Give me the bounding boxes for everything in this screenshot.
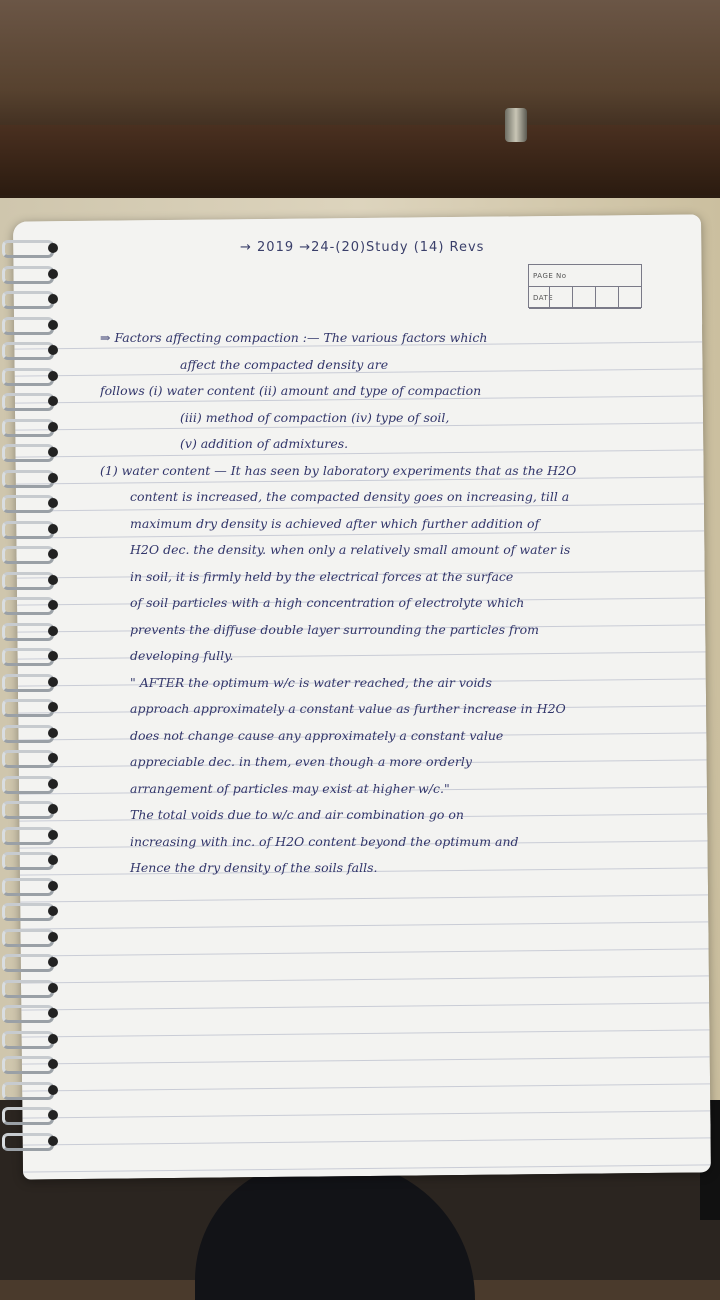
page-no-label: PAGE No — [529, 265, 641, 287]
spiral-ring — [2, 1005, 54, 1023]
note-line: of soil particles with a high concentration of electrolyte which — [130, 595, 525, 610]
spiral-ring — [2, 623, 54, 641]
spiral-ring — [2, 750, 54, 768]
note-line: (v) addition of admixtures. — [180, 436, 349, 451]
spiral-ring — [2, 980, 54, 998]
punch-hole — [48, 932, 58, 942]
note-line: (iii) method of compaction (iv) type of soil, — [180, 409, 450, 425]
spiral-ring — [2, 852, 54, 870]
punch-hole — [48, 753, 58, 763]
note-line: developing fully. — [130, 648, 234, 663]
note-line: maximum dry density is achieved after which further addition of — [130, 515, 540, 531]
punch-hole — [48, 320, 58, 330]
punch-hole — [48, 294, 58, 304]
punch-hole — [48, 855, 58, 865]
spiral-ring — [2, 546, 54, 564]
note-line: (1) water content — It has seen by laboratory experiments that as the H2O — [100, 462, 577, 478]
punch-hole — [48, 498, 58, 508]
spiral-ring — [2, 903, 54, 921]
spiral-ring — [2, 393, 54, 411]
punch-hole — [48, 371, 58, 381]
spiral-ring — [2, 827, 54, 845]
punch-hole — [48, 830, 58, 840]
punch-hole — [48, 345, 58, 355]
note-line: Hence the dry density of the soils falls. — [130, 860, 378, 875]
spiral-ring — [2, 776, 54, 794]
punch-hole — [48, 957, 58, 967]
spiral-ring — [2, 1082, 54, 1100]
spiral-ring — [2, 444, 54, 462]
punch-hole — [48, 575, 58, 585]
spiral-ring — [2, 674, 54, 692]
spiral-ring — [2, 878, 54, 896]
spiral-ring — [2, 368, 54, 386]
spiral-ring — [2, 317, 54, 335]
punch-hole — [48, 1136, 58, 1146]
spiral-ring — [2, 470, 54, 488]
spiral-ring — [2, 929, 54, 947]
punch-hole — [48, 600, 58, 610]
punch-hole — [48, 524, 58, 534]
spiral-ring — [2, 495, 54, 513]
note-line: H2O dec. the density. when only a relatively small amount of water is — [130, 542, 571, 557]
note-line: appreciable dec. in them, even though a more orderly — [130, 754, 472, 769]
spiral-ring — [2, 699, 54, 717]
spiral-ring — [2, 648, 54, 666]
spiral-ring — [2, 597, 54, 615]
date-label: DATE — [529, 287, 641, 309]
punch-hole — [48, 677, 58, 687]
note-line: follows (i) water content (ii) amount and type of compaction — [100, 383, 482, 398]
note-line: content is increased, the compacted density goes on increasing, till a — [130, 489, 570, 504]
note-line: " AFTER the optimum w/c is water reached, the air voids — [130, 674, 492, 690]
punch-hole — [48, 779, 58, 789]
punch-hole — [48, 422, 58, 432]
spiral-ring — [2, 266, 54, 284]
punch-hole — [48, 1085, 58, 1095]
punch-hole — [48, 1059, 58, 1069]
spiral-ring — [2, 342, 54, 360]
spiral-ring — [2, 1107, 54, 1125]
spiral-ring — [2, 1133, 54, 1151]
date-cells — [549, 286, 641, 307]
punch-hole — [48, 702, 58, 712]
spiral-ring — [2, 419, 54, 437]
note-line: approach approximately a constant value as further increase in H2O — [130, 701, 566, 716]
spiral-ring — [2, 801, 54, 819]
spiral-ring — [2, 521, 54, 539]
punch-hole — [48, 651, 58, 661]
punch-hole — [48, 396, 58, 406]
spiral-ring — [2, 240, 54, 258]
spiral-ring — [2, 1056, 54, 1074]
note-line: The total voids due to w/c and air combination go on — [130, 807, 464, 822]
punch-hole — [48, 728, 58, 738]
punch-hole — [48, 881, 58, 891]
punch-hole — [48, 1008, 58, 1018]
shelf-edge — [0, 125, 720, 195]
punch-hole — [48, 473, 58, 483]
spiral-ring — [2, 954, 54, 972]
note-line: arrangement of particles may exist at higher w/c." — [130, 780, 450, 796]
spiral-ring — [2, 1031, 54, 1049]
punch-hole — [48, 549, 58, 559]
spiral-binding — [0, 240, 70, 1180]
spiral-ring — [2, 291, 54, 309]
punch-hole — [48, 626, 58, 636]
punch-hole — [48, 1110, 58, 1120]
punch-hole — [48, 983, 58, 993]
note-line: affect the compacted density are — [180, 356, 389, 372]
page-header-text: → 2019 →24-(20)Study (14) Revs — [240, 240, 485, 255]
page-date-box — [528, 264, 642, 308]
note-line: increasing with inc. of H2O content beyond the optimum and — [130, 833, 519, 849]
bolt — [505, 108, 527, 142]
note-line: does not change cause any approximately a constant value — [130, 727, 504, 743]
note-line: in soil, it is firmly held by the electrical forces at the surface — [130, 568, 514, 584]
note-line: ⇒ Factors affecting compaction :— The various factors which — [100, 330, 488, 345]
spiral-ring — [2, 725, 54, 743]
punch-hole — [48, 447, 58, 457]
punch-hole — [48, 269, 58, 279]
spiral-ring — [2, 572, 54, 590]
note-line: prevents the diffuse double layer surrounding the particles from — [130, 621, 539, 637]
punch-hole — [48, 1034, 58, 1044]
handwritten-notes — [100, 325, 690, 882]
punch-hole — [48, 906, 58, 916]
punch-hole — [48, 804, 58, 814]
punch-hole — [48, 243, 58, 253]
